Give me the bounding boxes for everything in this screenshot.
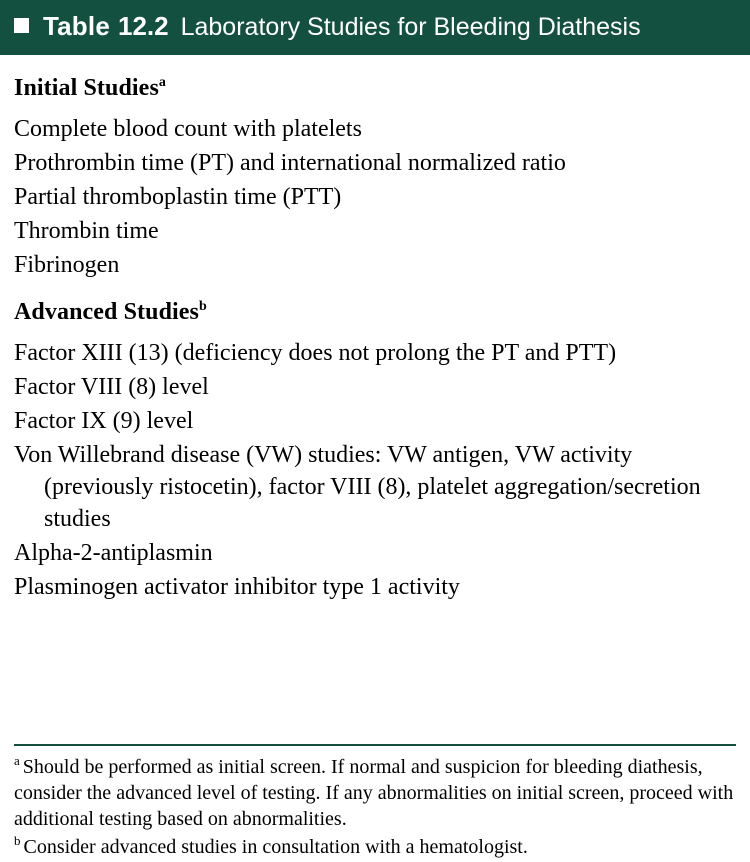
list-item: Von Willebrand disease (VW) studies: VW antigen, VW activity (previously ristocetin), factor VIII (8), platelet aggregation/secretion studies: [14, 442, 701, 532]
list-item: Alpha-2-antiplasmin: [14, 539, 213, 566]
section-heading-initial: [14, 75, 736, 102]
list-item: Factor IX (9) level: [14, 408, 194, 435]
list-item: Thrombin time: [14, 217, 159, 244]
section-heading-initial-text: Initial Studies: [14, 74, 159, 101]
footnote-b-text: Consider advanced studies in consultation with a hematologist.: [23, 836, 528, 858]
table-title: Laboratory Studies for Bleeding Diathesis: [180, 13, 641, 41]
section-heading-initial-marker: a: [158, 74, 166, 90]
table-header-line: [14, 10, 736, 43]
section-heading-advanced-text: Advanced Studies: [14, 299, 199, 326]
list-item: Partial thromboplastin time (PTT): [14, 183, 342, 210]
section-advanced-studies: [14, 299, 736, 603]
advanced-studies-list: [14, 338, 736, 603]
footnote-a-text: Should be performed as initial screen. If normal and suspicion for bleeding diathesis, consider the advanced level of testing. If any abnormalities on initial screen, proceed with additional testing based on abnormalities.: [14, 756, 734, 830]
list-item: Prothrombin time (PT) and international normalized ratio: [14, 149, 566, 176]
section-initial-studies: [14, 75, 736, 282]
list-item: Plasminogen activator inhibitor type 1 activity: [14, 573, 460, 600]
table-number: 12.2: [117, 11, 169, 41]
list-item: Fibrinogen: [14, 251, 120, 278]
list-item: Factor VIII (8) level: [14, 374, 209, 401]
initial-studies-list: [14, 114, 736, 282]
square-bullet-icon: [14, 18, 29, 33]
footnotes: [14, 744, 736, 862]
list-item: Factor XIII (13) (deficiency does not prolong the PT and PTT): [14, 340, 617, 367]
table-label: Table: [43, 11, 110, 41]
section-heading-advanced-marker: b: [198, 299, 207, 315]
footnote-a-marker: a: [14, 753, 20, 769]
table-header: [0, 0, 750, 55]
footnote-b-marker: b: [14, 833, 21, 849]
list-item: Complete blood count with platelets: [14, 115, 362, 142]
section-heading-advanced: [14, 299, 736, 326]
footnote-a: [14, 754, 736, 832]
table-body: [0, 55, 750, 740]
footnote-b: [14, 834, 736, 860]
